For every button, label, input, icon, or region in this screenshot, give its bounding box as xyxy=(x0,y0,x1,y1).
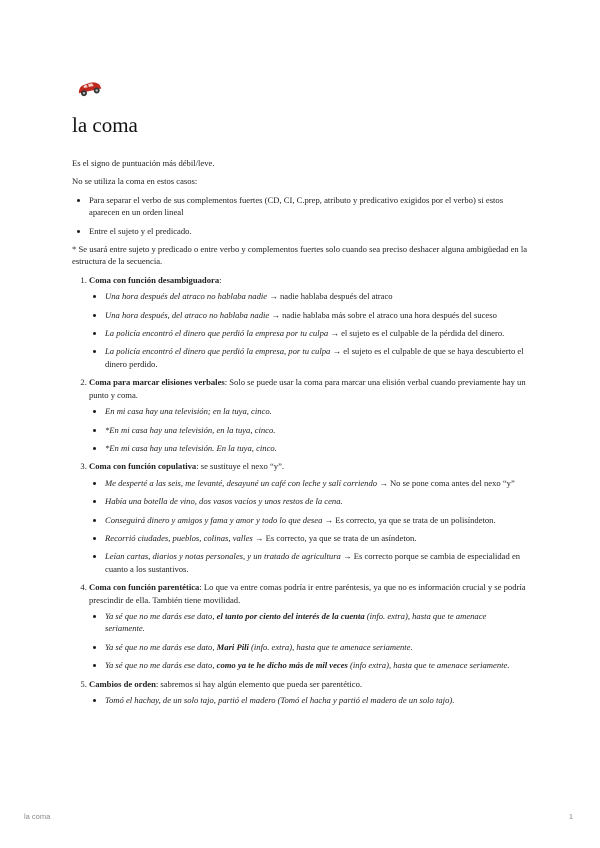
list-item: • La policía encontró el dinero que perdió la empresa por tu culpa → el sujeto es el culpable de la pérdida del dinero. xyxy=(105,327,528,339)
section-heading: Coma con función desambiguadora xyxy=(89,274,220,285)
list-item: • Recorrió ciudades, pueblos, colinas, valles → Es correcto, ya que se trata de un asíndeton. xyxy=(105,532,528,544)
section-heading: Coma con función copulativa xyxy=(89,461,197,472)
list-item: • Había una botella de vino, dos vasos vacíos y unos restos de la cena. xyxy=(105,495,528,507)
section-tail: : sabremos si hay algún elemento que pueda ser parentético. xyxy=(155,678,363,689)
section-tail: : xyxy=(219,274,222,285)
list-item: • Ya sé que no me darás ese dato, como ya te he dicho más de mil veces (info extra), hasta que te amenace seriamente. xyxy=(105,659,528,671)
footer-title: la coma xyxy=(24,812,51,821)
list-item: • Leían cartas, diarios y notas personales, y un tratado de agricultura → Es correcto porque se cambia de especialidad en cuanto a los sustantivos. xyxy=(105,550,528,575)
list-item: • En mi casa hay una televisión; en la tuya, cinco. xyxy=(105,405,528,417)
section-tail: : Lo que va entre comas podría ir entre paréntesis, ya que no es información crucial y se podría prescindir de ella. También tiene movilidad. xyxy=(89,582,526,605)
page-title: la coma xyxy=(72,113,138,137)
list-item: • Ya sé que no me darás ese dato, el tanto por ciento del interés de la cuenta (info. extra), hasta que te amenace seriamente. xyxy=(105,610,528,635)
intro-line: No se utiliza la coma en estos casos: xyxy=(72,176,198,187)
red-car-logo-icon xyxy=(75,78,103,98)
list-item: • La policía encontró el dinero que perdió la empresa, por tu culpa → el sujeto es el culpable de que se haya descubierto el dinero perdido. xyxy=(105,345,528,370)
note-paragraph: * Se usará entre sujeto y predicado o entre verbo y complementos fuertes solo cuando sea preciso deshacer alguna ambigüedad en la estructura de la secuencia. xyxy=(72,244,528,267)
list-item: • Me desperté a las seis, me levanté, desayuné un café con leche y salí corriendo → No se pone coma antes del nexo “y” xyxy=(105,477,528,489)
list-item: • Ya sé que no me darás ese dato, Mari Pili (info. extra), hasta que te amenace seriamente. xyxy=(105,641,528,653)
section-desambiguadora xyxy=(89,274,528,370)
cases-list xyxy=(72,194,528,237)
section-heading: Coma con función parentética xyxy=(89,582,200,593)
section-parentetica xyxy=(89,581,528,671)
document-body xyxy=(72,157,528,712)
list-item: • *En mi casa hay una televisión. En la tuya, cinco. xyxy=(105,442,528,454)
section-cambios-orden xyxy=(89,678,528,707)
section-tail: : Solo se puede usar la coma para marcar una elisión verbal cuando previamente hay un punto y coma. xyxy=(89,377,526,400)
list-item: • Una hora después, del atraco no hablaba nadie → nadie hablaba más sobre el atraco una hora después del suceso xyxy=(105,309,528,321)
section-heading: Coma para marcar elisiones verbales xyxy=(89,377,225,388)
list-item: • Entre el sujeto y el predicado. xyxy=(89,225,528,237)
list-item: • *En mi casa hay una televisión, en la tuya, cinco. xyxy=(105,424,528,436)
page-number: 1 xyxy=(568,812,573,821)
section-heading: Cambios de orden xyxy=(89,678,156,689)
intro-line: Es el signo de puntuación más débil/leve. xyxy=(72,158,215,168)
list-item: • Tomó el hachay, de un solo tajo, partió el madero (Tomó el hacha y partió el madero de un solo tajo). xyxy=(105,694,528,706)
section-tail: : se sustituye el nexo “y”. xyxy=(196,461,285,472)
list-item: • Para separar el verbo de sus complementos fuertes (CD, CI, C.prep, atributo y predicativo exigidos por el verbo) si estos aparecen en un orden lineal xyxy=(89,194,528,219)
section-copulativa xyxy=(89,460,528,575)
sections-list xyxy=(72,274,528,707)
list-item: • Conseguirá dinero y amigos y fama y amor y todo lo que desea → Es correcto, ya que se trata de un polisíndeton. xyxy=(105,514,528,526)
section-elisiones xyxy=(89,376,528,454)
list-item: • Una hora después del atraco no hablaba nadie → nadie hablaba después del atraco xyxy=(105,290,528,302)
